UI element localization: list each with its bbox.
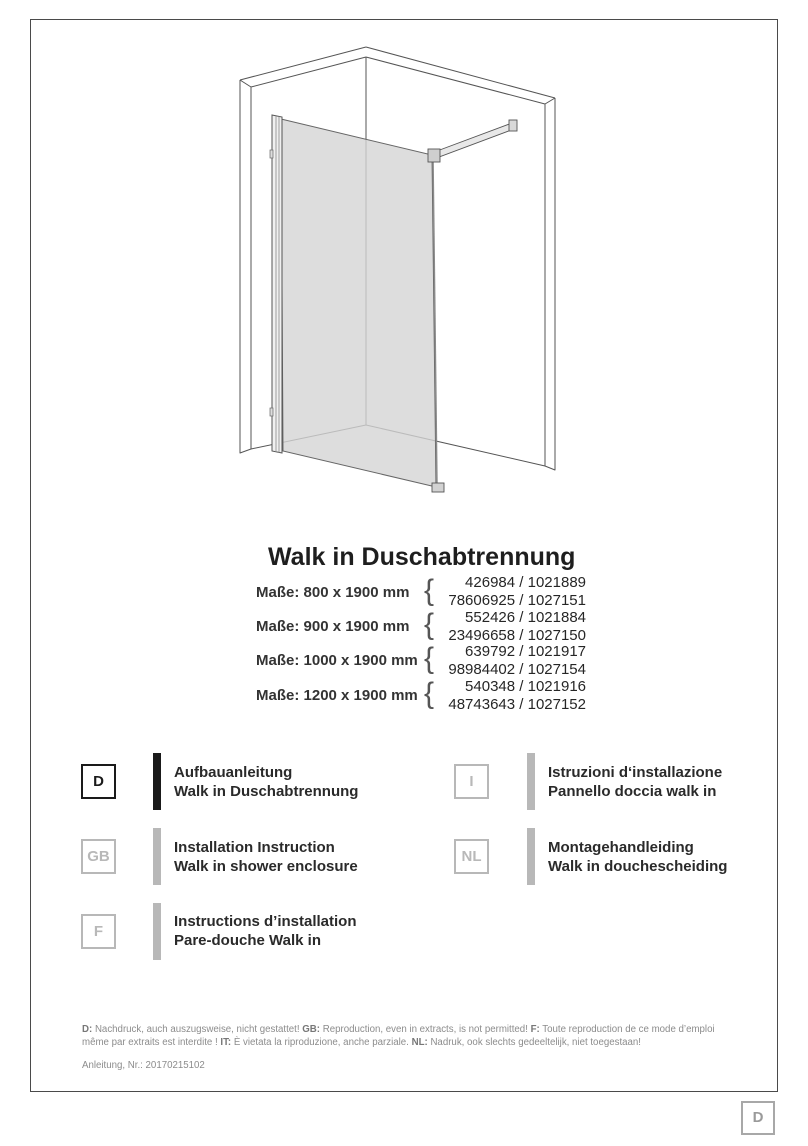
language-title: Montagehandleiding [548, 839, 694, 856]
profile-fixing [270, 150, 273, 158]
language-subtitle: Walk in Duschabtrennung [174, 782, 359, 800]
article-number: 639792 / 1021917 [465, 643, 586, 660]
stabilizer-bar [428, 120, 517, 162]
language-badge-gb: GB [81, 839, 116, 874]
article-number: 98984402 / 1027154 [448, 660, 586, 678]
language-entry-d [174, 764, 358, 801]
language-badge-d: D [81, 764, 116, 799]
copyright-notice [82, 1023, 732, 1049]
language-divider-bar [153, 753, 161, 810]
notice-text: È vietata la riproduzione, anche parziale. [233, 1037, 409, 1048]
article-number: 23496658 / 1027150 [448, 626, 586, 644]
language-subtitle: Pannello doccia walk in [548, 782, 717, 800]
article-number: 540348 / 1021916 [465, 678, 586, 695]
language-badge-i: I [454, 764, 489, 799]
notice-label: NL: [411, 1037, 428, 1048]
profile-fixing [270, 408, 273, 416]
language-divider-bar [527, 828, 535, 885]
article-number: 552426 / 1021884 [465, 609, 586, 626]
language-entry-nl [548, 839, 727, 876]
language-title: Istruzioni d‘installazione [548, 764, 723, 781]
size-label: Maße: 1200 x 1900 mm [256, 687, 418, 704]
article-number: 48743643 / 1027152 [448, 695, 586, 713]
notice-text: Reproduction, even in extracts, is not permitted! [322, 1024, 528, 1035]
language-title: Instructions d’installation [174, 913, 357, 930]
language-subtitle: Walk in shower enclosure [174, 857, 358, 875]
wall-profile [270, 115, 282, 453]
glass-clamp [428, 149, 440, 162]
manual-number: Anleitung, Nr.: 20170215102 [82, 1060, 205, 1071]
brace: { [424, 608, 435, 641]
article-number: 78606925 / 1027151 [448, 591, 586, 609]
notice-label: GB: [302, 1024, 321, 1035]
notice-text: Nachdruck, auch auszugsweise, nicht gestattet! [94, 1024, 300, 1035]
notice-text: Toute reproduction de ce mode d’emploi même par extraits est interdite ! [82, 1024, 715, 1048]
language-entry-gb [174, 839, 358, 876]
article-numbers [448, 609, 586, 644]
glass-panel [281, 119, 436, 487]
article-numbers [448, 574, 586, 609]
notice-label: IT: [220, 1037, 232, 1048]
notice-text: Nadruk, ook slechts gedeeltelijk, niet toegestaan! [430, 1037, 641, 1048]
glass-floor-foot [432, 483, 444, 492]
brace: { [424, 574, 435, 607]
page-language-tab: D [741, 1101, 775, 1135]
wall-profile-body [272, 115, 282, 453]
size-label: Maße: 900 x 1900 mm [256, 618, 410, 635]
stabilizer-rod [437, 123, 514, 157]
brace: { [424, 677, 435, 710]
brace: { [424, 642, 435, 675]
language-title: Aufbauanleitung [174, 764, 293, 781]
article-numbers [448, 643, 586, 678]
article-numbers [448, 678, 586, 713]
notice-label: D: [82, 1024, 93, 1035]
notice-label: F: [530, 1024, 540, 1035]
language-divider-bar [153, 903, 161, 960]
size-label: Maße: 1000 x 1900 mm [256, 652, 418, 669]
shower-enclosure-illustration [230, 40, 570, 500]
language-badge-f: F [81, 914, 116, 949]
language-divider-bar [153, 828, 161, 885]
language-title: Installation Instruction [174, 839, 335, 856]
stabilizer-wall-mount [509, 120, 517, 131]
language-entry-f [174, 913, 357, 950]
language-subtitle: Walk in douchescheiding [548, 857, 728, 875]
language-subtitle: Pare-douche Walk in [174, 931, 321, 949]
language-divider-bar [527, 753, 535, 810]
article-number: 426984 / 1021889 [465, 574, 586, 591]
size-label: Maße: 800 x 1900 mm [256, 584, 410, 601]
product-title: Walk in Duschabtrennung [268, 543, 576, 571]
language-badge-nl: NL [454, 839, 489, 874]
language-entry-i [548, 764, 722, 801]
